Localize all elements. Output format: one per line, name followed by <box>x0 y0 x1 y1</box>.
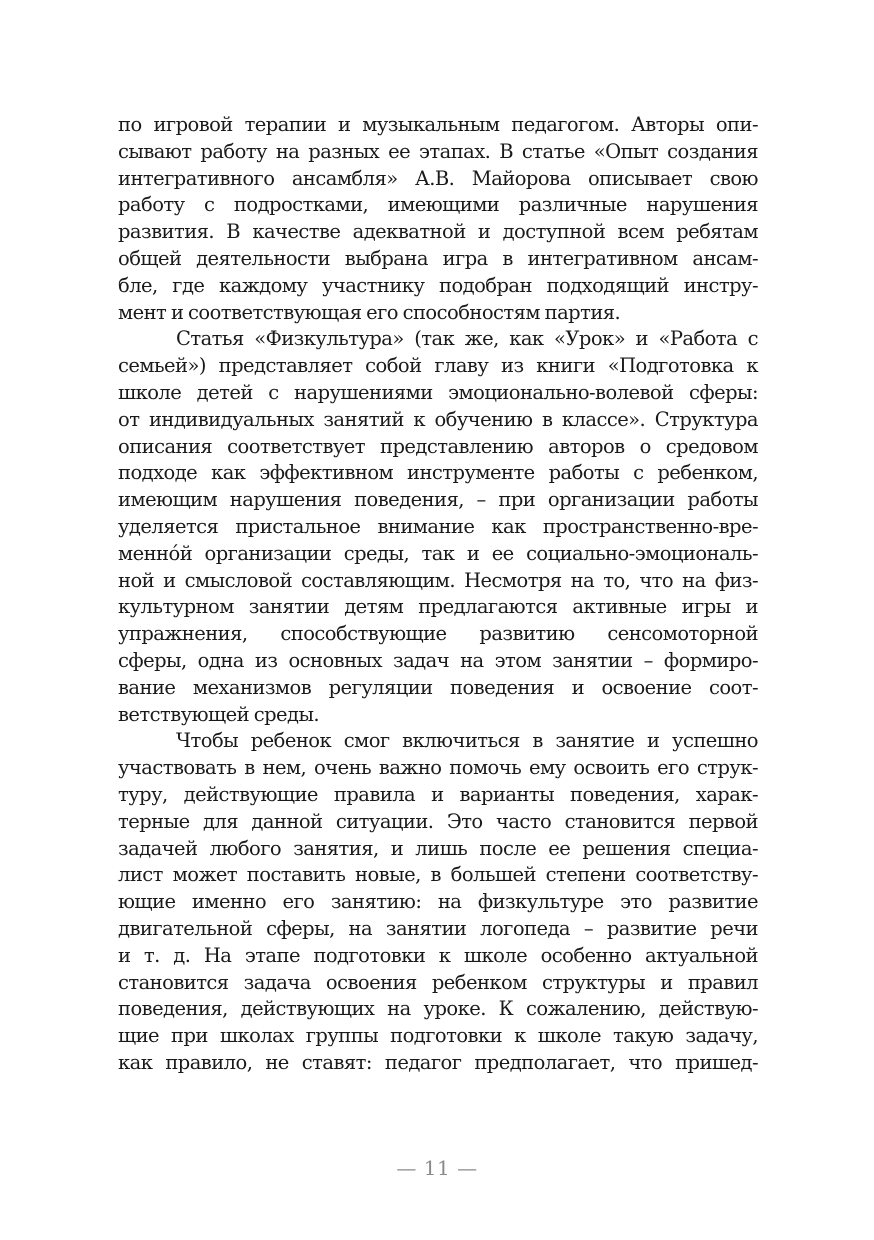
text-line: Чтобы ребенок смог включиться в занятие и успешно <box>176 729 758 753</box>
text-line: подходе как эффективном инструменте работы с ребенком, <box>118 461 758 485</box>
text-line: ной и смысловой составляющим. Несмотря на то, что на физ- <box>118 568 758 592</box>
text-line: Статья «Физкультура» (так же, как «Урок» и «Работа с <box>176 327 758 351</box>
text-line: по игровой терапии и музыкальным педагогом. Авторы опи- <box>118 113 758 136</box>
text-line: и т. д. На этапе подготовки к школе особенно актуальной <box>118 943 758 967</box>
body-text <box>118 112 758 1077</box>
text-line: терные для данной ситуации. Это часто становится первой <box>118 809 758 833</box>
text-line: бле, где каждому участнику подобран подходящий инстру- <box>118 273 758 297</box>
text-line: как правило, не ставят: педагог предполагает, что пришед- <box>118 1050 758 1074</box>
text-line: задачей любого занятия, и лишь после ее решения специа- <box>118 836 758 860</box>
text-line: вание механизмов регуляции поведения и освоение соот- <box>118 675 758 699</box>
text-line: ветствующей среды. <box>118 702 320 726</box>
text-line: школе детей с нарушениями эмоционально-волевой сферы: <box>118 380 758 404</box>
text-line: развития. В качестве адекватной и доступной всем ребятам <box>118 220 758 244</box>
text-line: меннóй организации среды, так и ее социально-эмоциональ- <box>118 541 758 565</box>
text-line: мент и соответствующая его способностям партия. <box>118 300 621 324</box>
text-line: двигательной сферы, на занятии логопеда – развитие речи <box>118 916 758 940</box>
text-line: имеющим нарушения поведения, – при организации работы <box>118 488 758 512</box>
text-line: работу с подростками, имеющими различные нарушения <box>118 193 758 217</box>
text-line: от индивидуальных занятий к обучению в классе». Структура <box>118 407 758 431</box>
page-number: — 11 — <box>396 1156 478 1180</box>
text-line: интегративного ансамбля» А.В. Майорова описывает свою <box>118 166 758 190</box>
text-line: лист может поставить новые, в большей степени соответству- <box>118 863 758 887</box>
text-line: описания соответствует представлению авторов о средовом <box>118 434 758 458</box>
text-line: уделяется пристальное внимание как пространственно-вре- <box>118 514 758 538</box>
text-line: общей деятельности выбрана игра в интегративном ансам- <box>118 246 758 270</box>
text-line: культурном занятии детям предлагаются активные игры и <box>118 595 758 619</box>
text-line: сывают работу на разных ее этапах. В статье «Опыт создания <box>118 139 758 163</box>
text-line: поведения, действующих на уроке. К сожалению, действую- <box>118 997 758 1021</box>
text-line: семьей») представляет собой главу из книги «Подготовка к <box>118 354 758 378</box>
text-line: щие при школах группы подготовки к школе такую задачу, <box>118 1024 758 1048</box>
text-line: упражнения, способствующие развитию сенсомоторной <box>118 622 758 646</box>
text-line: становится задача освоения ребенком структуры и правил <box>118 970 758 994</box>
text-line: участвовать в нем, очень важно помочь ему освоить его струк- <box>118 756 758 780</box>
text-line: ющие именно его занятию: на физкультуре это развитие <box>118 890 758 914</box>
text-line: сферы, одна из основных задач на этом занятии – формиро- <box>118 648 758 672</box>
text-line: туру, действующие правила и варианты поведения, харак- <box>118 782 758 806</box>
